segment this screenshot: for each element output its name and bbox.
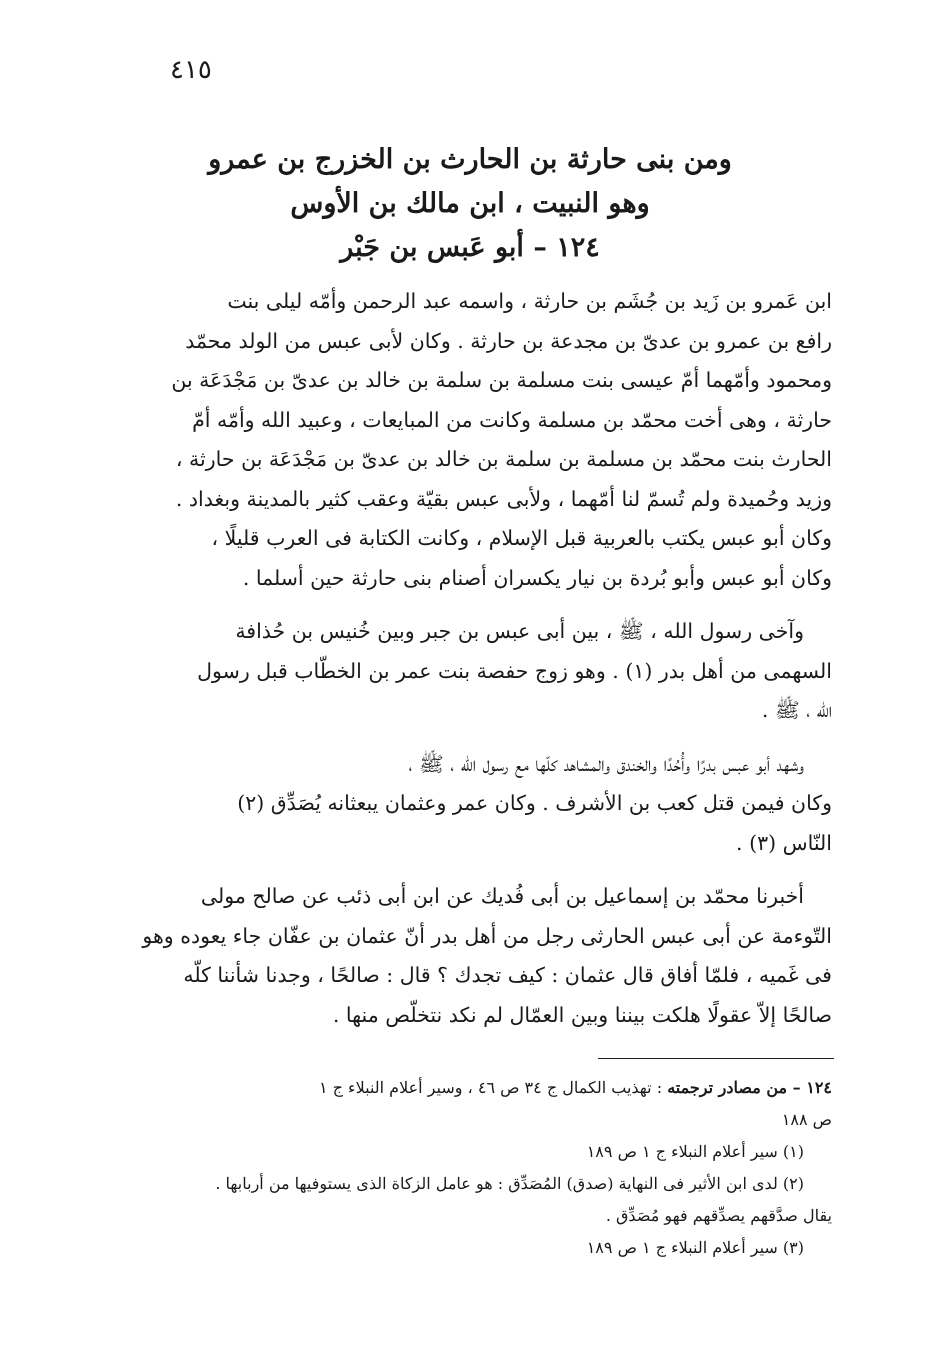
sources-lead: ١٢٤ – من مصادر ترجمته [667, 1078, 832, 1097]
text-line: رافع بن عمرو بن عدىّ بن مجدعة بن حارثة . وكان لأبى عبس من الولد محمّد [185, 328, 832, 353]
footnote [140, 1232, 832, 1264]
text-line: أخبرنا محمّد بن إسماعيل بن أبى فُديك عن ابن أبى ذئب عن صالح مولى [200, 884, 804, 908]
footnote-divider [598, 1058, 834, 1059]
sources-text: ص ١٨٨ [781, 1110, 832, 1129]
text-line: وشهد أبو عبس بدرًا وأُحُدًا والخندق والمشاهد كلّها مع رسول الله ، ﷺ ، [408, 751, 804, 776]
footnote-line: (١) سير أعلام النبلاء ج ١ ص ١٨٩ [586, 1142, 804, 1161]
paragraph [140, 745, 832, 864]
text-line: وآخى رسول الله ، ﷺ ، بين أبى عبس بن جبر وبين خُنيس بن حُذافة [235, 619, 804, 643]
footnotes [140, 1072, 832, 1264]
paragraph [140, 612, 832, 731]
text-line: الله ، ﷺ . [761, 698, 832, 722]
text-line: الحارث بنت محمّد بن مسلمة بن سلمة بن خالد بن عدىّ بن مَجْدَعَة بن حارثة ، [175, 447, 832, 471]
text-line: التّوءمة عن أبى عبس الحارثى رجل من أهل بدر أنّ عثمان بن عفّان جاء يعوده وهو [142, 923, 832, 948]
heading-line-1: ومن بنى حارثة بن الحارث بن الخزرج بن عمرو [208, 144, 732, 175]
footnote [140, 1168, 832, 1232]
footnote-line: (٢) لدى ابن الأثير فى النهاية (صدق) المُصَدِّق : هو عامل الزكاة الذى يستوفيها من أربابها . [215, 1174, 804, 1193]
sources-footnote [140, 1072, 832, 1136]
body-text [140, 282, 832, 1049]
text-line: وكان أبو عبس وأبو بُردة بن نيار يكسران أصنام بنى حارثة حين أسلما . [242, 565, 832, 590]
text-line: وكان فيمن قتل كعب بن الأشرف . وكان عمر وعثمان يبعثانه يُصَدِّق (٢) [237, 791, 832, 815]
text-line: وكان أبو عبس يكتب بالعربية قبل الإسلام ، وكانت الكتابة فى العرب قليلًا ، [211, 526, 832, 550]
footnote [140, 1136, 832, 1168]
page-number: ٤١٥ [170, 55, 212, 85]
text-line: فى غَميه ، فلمّا أفاق قال عثمان : كيف تجدك ؟ قال : صالحًا ، وجدنا شأننا كلّه [183, 963, 832, 987]
paragraph [140, 282, 832, 598]
text-line: السهمى من أهل بدر (١) . وهو زوج حفصة بنت عمر بن الخطّاب قبل رسول [197, 658, 832, 683]
text-line: حارثة ، وهى أخت محمّد بن مسلمة وكانت من المبايعات ، وعبيد الله وأمّه أمّ [192, 407, 832, 432]
entry-title: ١٢٤ – أبو عَبس بن جَبْر [340, 232, 600, 263]
text-line: وزيد وحُميدة ولم تُسمّ لنا أمّهما ، ولأبى عبس بقيّة وعقب كثير بالمدينة وبغداد . [175, 486, 832, 511]
text-line: ومحمود وأمّهما أمّ عيسى بنت مسلمة بن سلمة بن خالد بن عدىّ بن مَجْدَعَة بن [171, 368, 832, 392]
text-line: ابن عَمرو بن زَيد بن جُشَم بن حارثة ، واسمه عبد الرحمن وأمّه ليلى بنت [227, 289, 832, 313]
footnote-line: يقال صدَّقهم يصدِّقهم فهو مُصَدِّق . [605, 1206, 832, 1225]
footnote-line: (٣) سير أعلام النبلاء ج ١ ص ١٨٩ [586, 1238, 804, 1257]
heading-line-2: وهو النبيت ، ابن مالك بن الأوس [290, 188, 650, 219]
paragraph [140, 877, 832, 1035]
text-line: النّاس (٣) . [736, 830, 832, 855]
section-heading [130, 138, 810, 270]
text-line: صالحًا إلاّ عقولًا هلكت بيننا وبين العمّال لم نكد نتخلّص منها . [332, 1002, 832, 1027]
sources-text: : تهذيب الكمال ج ٣٤ ص ٤٦ ، وسير أعلام النبلاء ج ١ [318, 1078, 663, 1097]
